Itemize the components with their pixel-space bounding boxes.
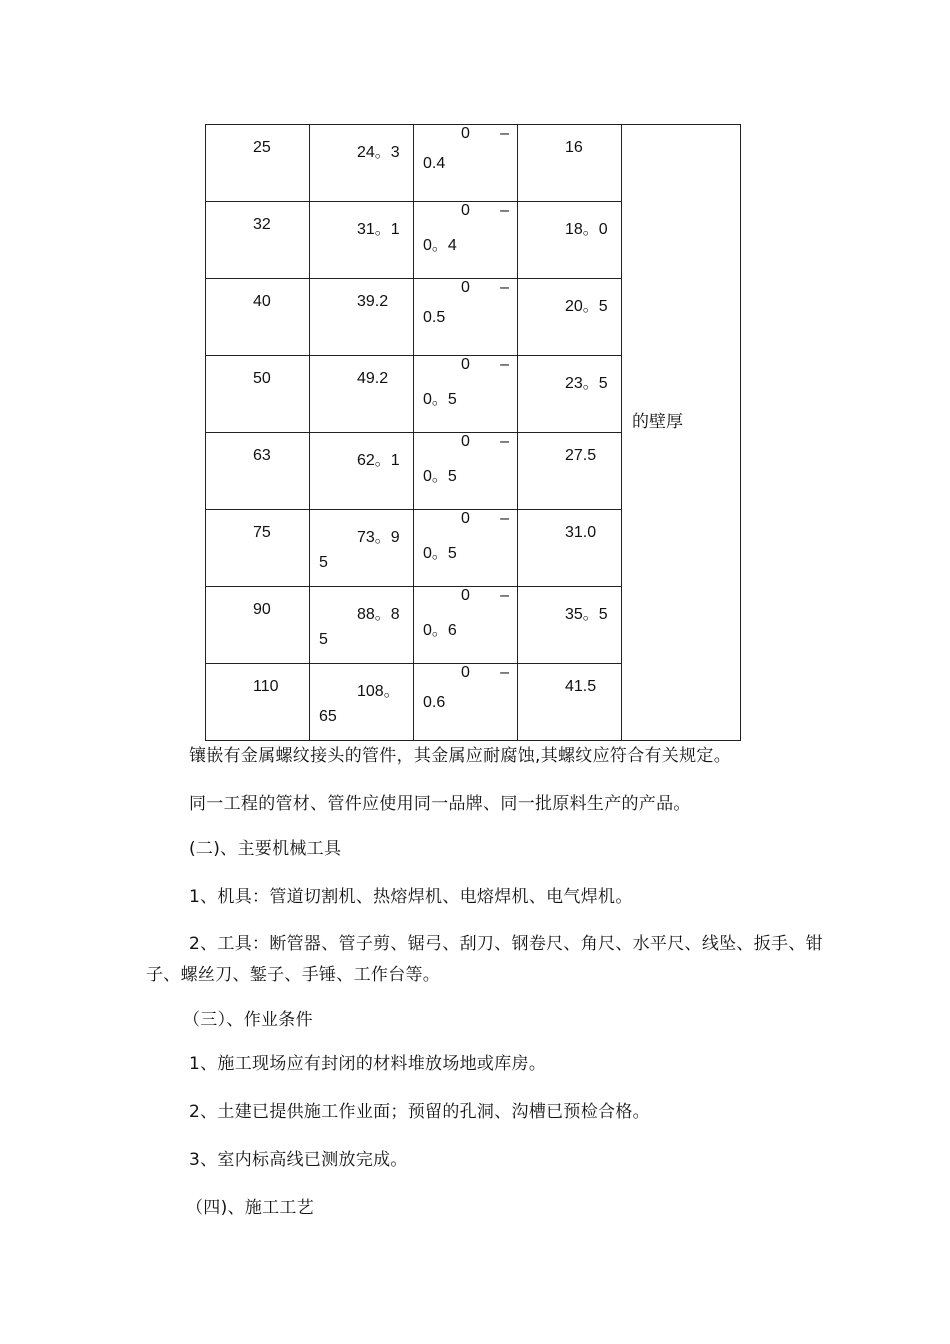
cell-tolerance bbox=[414, 510, 518, 587]
cell-average-diameter bbox=[310, 433, 414, 510]
tolerance-lower: 0 bbox=[461, 356, 470, 373]
tolerance-dash: – bbox=[500, 664, 509, 681]
cell-tolerance bbox=[414, 202, 518, 279]
socket-depth-value: 20。5 bbox=[565, 298, 608, 315]
tolerance-dash: – bbox=[500, 587, 509, 604]
cell-nominal-diameter bbox=[206, 202, 310, 279]
paragraph-metal-insert: 镶嵌有金属螺纹接头的管件，其金属应耐腐蚀,其螺纹应符合有关规定。 bbox=[189, 746, 732, 766]
paragraph-tools-line1: 2、工具：断管器、管子剪、锯弓、刮刀、钢卷尺、角尺、水平尺、线坠、扳手、钳 bbox=[189, 934, 823, 954]
average-diameter-value: 31。1 bbox=[357, 221, 400, 238]
cell-tolerance bbox=[414, 587, 518, 664]
cell-socket-depth bbox=[518, 279, 622, 356]
nominal-diameter-value: 25 bbox=[253, 139, 271, 156]
nominal-diameter-value: 75 bbox=[253, 524, 271, 541]
paragraph-machines: 1、机具：管道切割机、热熔焊机、电熔焊机、电气焊机。 bbox=[189, 887, 633, 907]
average-diameter-value: 39.2 bbox=[357, 293, 389, 310]
cell-socket-depth bbox=[518, 202, 622, 279]
tolerance-lower: 0 bbox=[461, 664, 470, 681]
tolerance-lower: 0 bbox=[461, 279, 470, 296]
average-diameter-value: 24。3 bbox=[357, 144, 400, 161]
average-diameter-value: 88。8 bbox=[357, 606, 400, 623]
cell-tolerance bbox=[414, 664, 518, 741]
cell-nominal-diameter bbox=[206, 125, 310, 202]
tolerance-upper: 0。5 bbox=[423, 545, 457, 562]
tolerance-lower: 0 bbox=[461, 433, 470, 450]
cell-socket-depth bbox=[518, 356, 622, 433]
paragraph-same-brand: 同一工程的管材、管件应使用同一品牌、同一批原料生产的产品。 bbox=[189, 794, 691, 814]
tolerance-dash: – bbox=[500, 510, 509, 527]
tolerance-upper: 0.5 bbox=[423, 309, 446, 326]
cell-socket-depth bbox=[518, 433, 622, 510]
cell-socket-depth bbox=[518, 125, 622, 202]
tolerance-lower: 0 bbox=[461, 510, 470, 527]
average-diameter-value: 62。1 bbox=[357, 452, 400, 469]
cell-average-diameter bbox=[310, 356, 414, 433]
tolerance-dash: – bbox=[500, 279, 509, 296]
tolerance-upper: 0.4 bbox=[423, 155, 446, 172]
tolerance-upper: 0。5 bbox=[423, 468, 457, 485]
cell-socket-depth bbox=[518, 587, 622, 664]
pipe-spec-table bbox=[205, 124, 741, 741]
cell-tolerance bbox=[414, 356, 518, 433]
paragraph-condition-3: 3、室内标高线已测放完成。 bbox=[189, 1150, 408, 1170]
cell-tolerance bbox=[414, 279, 518, 356]
average-diameter-value: 49.2 bbox=[357, 370, 389, 387]
cell-nominal-diameter bbox=[206, 587, 310, 664]
nominal-diameter-value: 110 bbox=[253, 678, 279, 695]
cell-socket-depth bbox=[518, 664, 622, 741]
nominal-diameter-value: 40 bbox=[253, 293, 271, 310]
nominal-diameter-value: 63 bbox=[253, 447, 271, 464]
average-diameter-continued: 65 bbox=[319, 708, 337, 725]
cell-average-diameter bbox=[310, 202, 414, 279]
cell-nominal-diameter bbox=[206, 279, 310, 356]
tolerance-upper: 0。4 bbox=[423, 237, 457, 254]
heading-work-conditions: （三）、作业条件 bbox=[183, 1010, 313, 1030]
cell-socket-depth bbox=[518, 510, 622, 587]
cell-average-diameter bbox=[310, 279, 414, 356]
tolerance-lower: 0 bbox=[461, 587, 470, 604]
cell-average-diameter bbox=[310, 510, 414, 587]
socket-depth-value: 35。5 bbox=[565, 606, 608, 623]
table-row bbox=[206, 125, 741, 202]
cell-nominal-diameter bbox=[206, 510, 310, 587]
table-body bbox=[206, 125, 741, 741]
tolerance-dash: – bbox=[500, 125, 509, 142]
socket-depth-value: 41.5 bbox=[565, 678, 597, 695]
tolerance-lower: 0 bbox=[461, 202, 470, 219]
nominal-diameter-value: 50 bbox=[253, 370, 271, 387]
average-diameter-continued: 5 bbox=[319, 631, 328, 648]
tolerance-dash: – bbox=[500, 202, 509, 219]
heading-main-tools: (二)、主要机械工具 bbox=[189, 839, 342, 859]
cell-average-diameter bbox=[310, 125, 414, 202]
paragraph-condition-1: 1、施工现场应有封闭的材料堆放场地或库房。 bbox=[189, 1054, 547, 1074]
average-diameter-continued: 5 bbox=[319, 554, 328, 571]
tolerance-lower: 0 bbox=[461, 125, 470, 142]
cell-nominal-diameter bbox=[206, 356, 310, 433]
cell-tolerance bbox=[414, 125, 518, 202]
paragraph-condition-2: 2、土建已提供施工作业面；预留的孔洞、沟槽已预检合格。 bbox=[189, 1102, 650, 1122]
paragraph-tools-line2: 子、螺丝刀、錾子、手锤、工作台等。 bbox=[146, 965, 441, 985]
cell-average-diameter bbox=[310, 587, 414, 664]
nominal-diameter-value: 90 bbox=[253, 601, 271, 618]
average-diameter-value: 108。 bbox=[357, 683, 400, 700]
tolerance-dash: – bbox=[500, 356, 509, 373]
socket-depth-value: 16 bbox=[565, 139, 583, 156]
heading-construction-process: （四)、施工工艺 bbox=[186, 1198, 315, 1218]
tolerance-upper: 0。5 bbox=[423, 391, 457, 408]
cell-average-diameter bbox=[310, 664, 414, 741]
cell-nominal-diameter bbox=[206, 433, 310, 510]
cell-remark bbox=[622, 125, 741, 741]
socket-depth-value: 18。0 bbox=[565, 221, 608, 238]
tolerance-upper: 0。6 bbox=[423, 622, 457, 639]
cell-nominal-diameter bbox=[206, 664, 310, 741]
nominal-diameter-value: 32 bbox=[253, 216, 271, 233]
remark-text: 的壁厚 bbox=[632, 412, 683, 432]
tolerance-dash: – bbox=[500, 433, 509, 450]
socket-depth-value: 23。5 bbox=[565, 375, 608, 392]
socket-depth-value: 31.0 bbox=[565, 524, 597, 541]
average-diameter-value: 73。9 bbox=[357, 529, 400, 546]
socket-depth-value: 27.5 bbox=[565, 447, 597, 464]
tolerance-upper: 0.6 bbox=[423, 694, 446, 711]
cell-tolerance bbox=[414, 433, 518, 510]
